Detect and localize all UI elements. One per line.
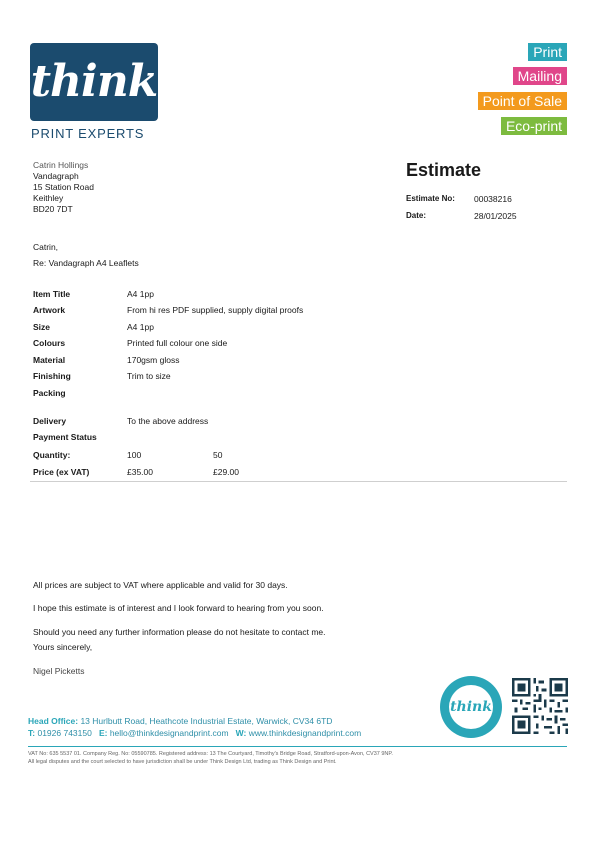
address-line: Vandagraph — [33, 171, 79, 181]
service-tag-eco-print: Eco-print — [501, 117, 567, 135]
price-value: £29.00 — [213, 467, 239, 477]
spec-label: Size — [33, 322, 51, 332]
footer-legal: VAT No: 635 5537 01. Company Reg. No: 05590785. Registered address: 13 The Courtyard, Timothy's Bridge Road, Stratford-upon-Avon, CV37 9NP. — [28, 751, 393, 757]
spec-label: Packing — [33, 388, 66, 398]
spec-label: Payment Status — [33, 432, 97, 442]
address-line: Keithley — [33, 193, 64, 203]
spec-label: Colours — [33, 338, 66, 348]
spec-value: 170gsm gloss — [127, 355, 180, 365]
footer-head-office — [28, 716, 332, 726]
web-link[interactable]: www.thinkdesignandprint.com — [248, 728, 362, 738]
head-office-label: Head Office: — [28, 716, 79, 726]
company-logo — [30, 43, 158, 121]
tel-label: T: — [28, 728, 36, 738]
logo-wordmark: think — [30, 56, 158, 107]
closing-paragraph: I hope this estimate is of interest and I look forward to hearing from you soon. — [33, 603, 324, 613]
spec-label: Material — [33, 355, 66, 365]
footer-divider — [28, 746, 567, 747]
tel-value: 01926 743150 — [37, 728, 92, 738]
estimate-number-label: Estimate No: — [406, 194, 455, 203]
closing-paragraph: Should you need any further information please do not hesitate to contact me. — [33, 627, 326, 637]
price-value: £35.00 — [127, 467, 153, 477]
email-label: E: — [98, 728, 108, 738]
quantity-value: 100 — [127, 450, 142, 460]
subject-line: Re: Vandagraph A4 Leaflets — [33, 258, 139, 268]
footer-contacts — [28, 728, 361, 738]
web-label: W: — [235, 728, 247, 738]
service-tag-print: Print — [528, 43, 567, 61]
divider — [30, 481, 567, 482]
price-label: Price (ex VAT) — [33, 467, 90, 477]
sign-off: Yours sincerely, — [33, 642, 93, 652]
quantity-value: 50 — [213, 450, 223, 460]
spec-label: Artwork — [33, 305, 66, 315]
qr-code-icon — [512, 678, 568, 734]
spec-value: A4 1pp — [127, 289, 154, 299]
estimate-number: 00038216 — [474, 194, 512, 204]
estimate-date: 28/01/2025 — [474, 211, 517, 221]
estimate-date-label: Date: — [406, 211, 427, 220]
estimate-title: Estimate — [406, 160, 482, 180]
spec-value: Printed full colour one side — [127, 338, 228, 348]
badge-logo — [440, 676, 502, 738]
badge-wordmark: think — [450, 699, 492, 715]
address-line: 15 Station Road — [33, 182, 94, 192]
spec-value: To the above address — [127, 416, 209, 426]
quantity-label: Quantity: — [33, 450, 71, 460]
greeting: Catrin, — [33, 242, 59, 252]
email-link[interactable]: hello@thinkdesignandprint.com — [109, 728, 229, 738]
vat-note: All prices are subject to VAT where applicable and valid for 30 days. — [33, 580, 288, 590]
service-tag-mailing: Mailing — [513, 67, 567, 85]
spec-label: Delivery — [33, 416, 67, 426]
spec-label: Finishing — [33, 371, 71, 381]
spec-value: A4 1pp — [127, 322, 154, 332]
logo-subtitle: PRINT EXPERTS — [31, 126, 145, 141]
spec-value: From hi res PDF supplied, supply digital proofs — [127, 305, 304, 315]
head-office-address: 13 Hurlbutt Road, Heathcote Industrial Estate, Warwick, CV34 6TD — [80, 716, 333, 726]
address-line: BD20 7DT — [33, 204, 73, 214]
signature-name: Nigel Picketts — [33, 666, 85, 676]
badge-inner — [449, 685, 493, 729]
service-tag-point-of-sale: Point of Sale — [478, 92, 567, 110]
footer-legal: All legal disputes and the court selected to have jurisdiction shall be under Think Design Ltd, trading as Think Design and Print. — [28, 759, 337, 765]
recipient-name: Catrin Hollings — [33, 160, 89, 170]
spec-label: Item Title — [33, 289, 71, 299]
recipient-address — [33, 160, 94, 215]
spec-value: Trim to size — [127, 371, 171, 381]
